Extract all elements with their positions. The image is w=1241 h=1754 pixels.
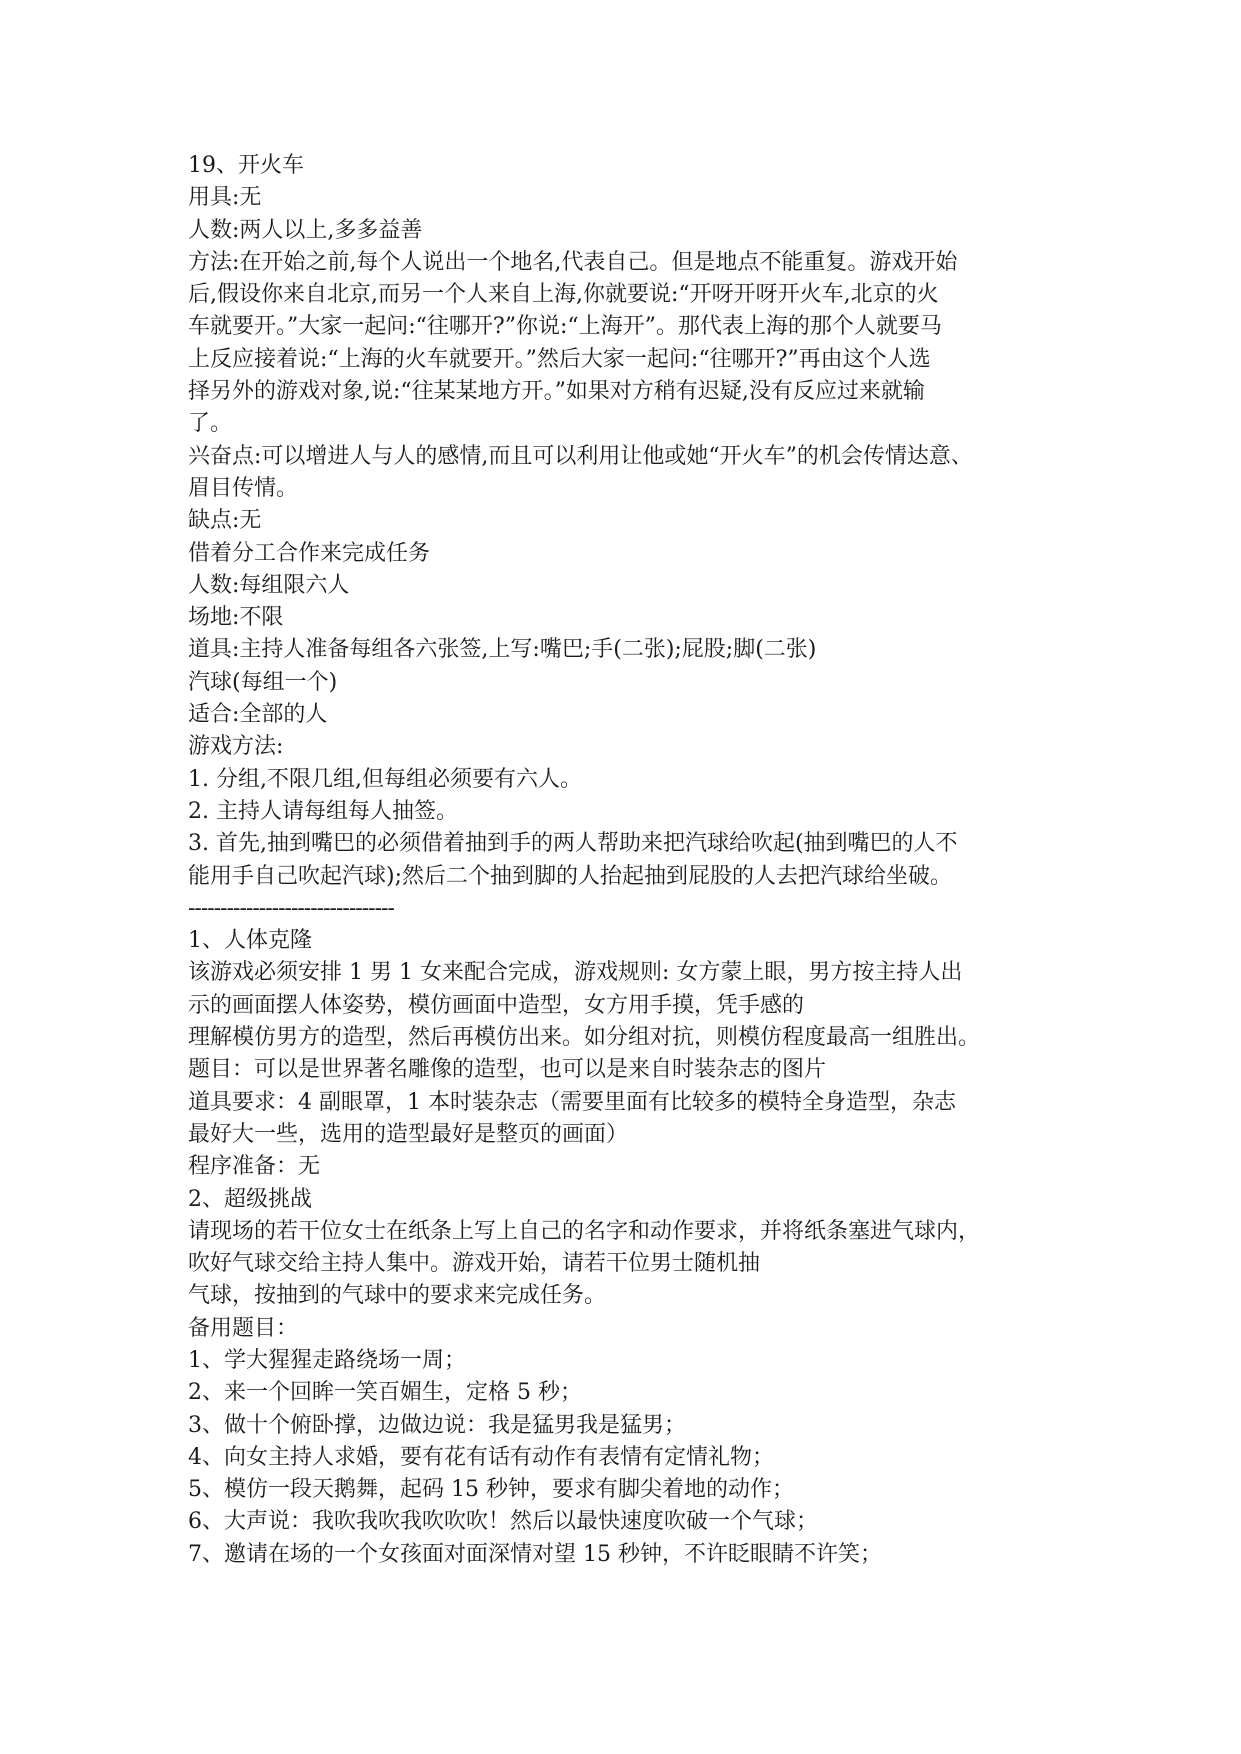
list-item: 2. 主持人请每组每人抽签。 bbox=[188, 798, 458, 824]
text-line: 择另外的游戏对象,说:“往某某地方开。”如果对方稍有迟疑,没有反应过来就输 bbox=[188, 379, 925, 405]
text-line: 该游戏必须安排 1 男 1 女来配合完成，游戏规则: 女方蒙上眼，男方按主持人出 bbox=[188, 960, 963, 986]
list-item: 4、向女主持人求婚，要有花有话有动作有表情有定情礼物； bbox=[188, 1444, 774, 1470]
list-item: 1、学大猩猩走路绕场一周； bbox=[188, 1347, 466, 1373]
list-item: 5、模仿一段天鹅舞，起码 15 秒钟，要求有脚尖着地的动作； bbox=[188, 1477, 794, 1503]
text-line: 最好大一些，选用的造型最好是整页的画面） bbox=[188, 1121, 629, 1147]
section-title: 19、开火车 bbox=[188, 153, 304, 178]
text-line: 汽球(每组一个) bbox=[188, 669, 338, 695]
text-line: 了。 bbox=[188, 411, 233, 437]
section-title: 借着分工合作来完成任务 bbox=[188, 540, 431, 566]
document-body bbox=[188, 150, 1078, 1571]
text-line: 兴奋点:可以增进人与人的感情,而且可以利用让他或她“开火车”的机会传情达意、 bbox=[188, 443, 973, 469]
text-line: 备用题目： bbox=[188, 1315, 299, 1341]
text-line: 车就要开。”大家一起问:“往哪开?”你说:“上海开”。那代表上海的那个人就要马 bbox=[188, 314, 942, 340]
text-line: 吹好气球交给主持人集中。游戏开始，请若干位男士随机抽 bbox=[188, 1251, 761, 1277]
text-line: 道具要求：4 副眼罩，1 本时装杂志（需要里面有比较多的模特全身造型，杂志 bbox=[188, 1089, 956, 1115]
text-line: 气球，按抽到的气球中的要求来完成任务。 bbox=[188, 1283, 607, 1309]
text-line: 用具:无 bbox=[188, 185, 262, 211]
text-line: 适合:全部的人 bbox=[188, 702, 328, 728]
list-item: 3、做十个俯卧撑，边做边说：我是猛男我是猛男； bbox=[188, 1412, 686, 1438]
section-title: 2、超级挑战 bbox=[188, 1186, 312, 1212]
text-line: 人数:每组限六人 bbox=[188, 572, 350, 598]
text-line: 能用手自己吹起汽球);然后二个抽到脚的人抬起抽到屁股的人去把汽球给坐破。 bbox=[188, 863, 952, 889]
text-line: 程序准备：无 bbox=[188, 1154, 321, 1180]
text-line: 请现场的若干位女士在纸条上写上自己的名字和动作要求，并将纸条塞进气球内， bbox=[188, 1218, 981, 1244]
text-line: 理解模仿男方的造型，然后再模仿出来。如分组对抗，则模仿程度最高一组胜出。 bbox=[188, 1025, 981, 1051]
text-line: 眉目传情。 bbox=[188, 475, 299, 501]
text-line: 示的画面摆人体姿势，模仿画面中造型，女方用手摸，凭手感的 bbox=[188, 992, 805, 1018]
text-line: 题目：可以是世界著名雕像的造型，也可以是来自时装杂志的图片 bbox=[188, 1057, 827, 1083]
list-item: 2、来一个回眸一笑百媚生，定格 5 秒； bbox=[188, 1380, 582, 1406]
text-line: 游戏方法: bbox=[188, 734, 284, 760]
list-item: 3. 首先,抽到嘴巴的必须借着抽到手的两人帮助来把汽球给吹起(抽到嘴巴的人不 bbox=[188, 831, 958, 857]
text-line: 方法:在开始之前,每个人说出一个地名,代表自己。但是地点不能重复。游戏开始 bbox=[188, 249, 958, 275]
list-item: 7、邀请在场的一个女孩面对面深情对望 15 秒钟，不许眨眼睛不许笑； bbox=[188, 1541, 882, 1567]
section-title: 1、人体克隆 bbox=[188, 928, 312, 954]
text-line: 场地:不限 bbox=[188, 605, 284, 631]
text-line: 缺点:无 bbox=[188, 508, 262, 534]
text-line: 上反应接着说:“上海的火车就要开。”然后大家一起问:“往哪开?”再由这个人选 bbox=[188, 346, 931, 372]
divider-line: -------------------------------- bbox=[188, 895, 394, 921]
list-item: 6、大声说：我吹我吹我吹吹吹！然后以最快速度吹破一个气球； bbox=[188, 1509, 818, 1535]
text-line: 人数:两人以上,多多益善 bbox=[188, 217, 423, 243]
text-line: 后,假设你来自北京,而另一个人来自上海,你就要说:“开呀开呀开火车,北京的火 bbox=[188, 282, 939, 308]
list-item: 1. 分组,不限几组,但每组必须要有六人。 bbox=[188, 766, 582, 792]
text-line: 道具:主持人准备每组各六张签,上写:嘴巴;手(二张);屁股;脚(二张) bbox=[188, 637, 817, 663]
